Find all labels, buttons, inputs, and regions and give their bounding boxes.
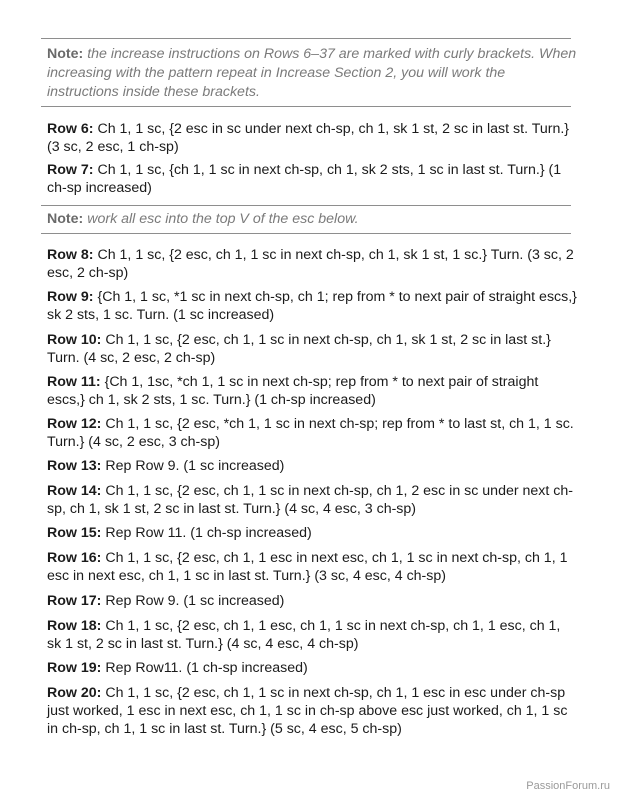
- row-11: [47, 373, 577, 409]
- row-text: Ch 1, 1 sc, {2 esc, *ch 1, 1 sc in next ch-sp; rep from * to last st, ch 1, 1 sc. Turn.} (4 sc, 2 esc, 3 ch-sp): [47, 416, 574, 450]
- note-text: the increase instructions on Rows 6–37 are marked with curly brackets. When increasing with the pattern repeat in Increase Section 2, you will work the instructions inside these brackets.: [47, 46, 577, 100]
- row-20: [47, 684, 577, 738]
- row-text: Ch 1, 1 sc, {2 esc in sc under next ch-sp, ch 1, sk 1 st, 2 sc in last st. Turn.} (3 sc, 2 esc, 1 ch-sp): [47, 121, 570, 155]
- row-label: Row 8:: [47, 247, 94, 263]
- row-label: Row 12:: [47, 416, 102, 432]
- row-label: Row 9:: [47, 289, 94, 305]
- row-10: [47, 331, 577, 367]
- row-label: Row 10:: [47, 332, 102, 348]
- row-8: [47, 246, 577, 282]
- row-16: [47, 549, 577, 585]
- note-rule-bottom: [41, 106, 571, 107]
- note-label: Note:: [47, 211, 84, 227]
- row-text: Ch 1, 1 sc, {2 esc, ch 1, 1 esc, ch 1, 1 sc in next ch-sp, ch 1, 1 esc, ch 1, sk 1 st, 2 sc in last st. Turn.} (4 sc, 4 esc, 4 ch-sp): [47, 618, 561, 652]
- row-text: Rep Row 9. (1 sc increased): [105, 458, 285, 474]
- note-label: Note:: [47, 46, 84, 62]
- row-text: Rep Row 11. (1 ch-sp increased): [105, 525, 312, 541]
- row-label: Row 11:: [47, 374, 101, 390]
- row-text: Ch 1, 1 sc, {2 esc, ch 1, 1 esc in next esc, ch 1, 1 sc in next ch-sp, ch 1, 1 esc in next esc, ch 1, 1 sc in last st. Turn.} (3 sc, 4 esc, 4 ch-sp): [47, 550, 568, 584]
- note2-rule-bottom: [41, 233, 571, 234]
- row-12: [47, 415, 577, 451]
- note-increase: [47, 45, 577, 102]
- row-label: Row 6:: [47, 121, 94, 137]
- watermark: PassionForum.ru: [526, 780, 610, 792]
- row-label: Row 14:: [47, 483, 102, 499]
- row-text: Rep Row 9. (1 sc increased): [105, 593, 285, 609]
- row-label: Row 13:: [47, 458, 102, 474]
- note2-rule-top: [41, 205, 571, 206]
- row-label: Row 16:: [47, 550, 102, 566]
- row-label: Row 20:: [47, 685, 102, 701]
- row-18: [47, 617, 577, 653]
- note-esc: [47, 210, 577, 229]
- row-9: [47, 288, 577, 324]
- row-6: [47, 120, 577, 156]
- row-text: Ch 1, 1 sc, {ch 1, 1 sc in next ch-sp, ch 1, sk 2 sts, 1 sc in last st. Turn.} (1 ch-sp increased): [47, 162, 562, 196]
- row-15: [47, 524, 577, 542]
- row-label: Row 18:: [47, 618, 102, 634]
- row-text: Ch 1, 1 sc, {2 esc, ch 1, 1 sc in next ch-sp, ch 1, 2 esc in sc under next ch-sp, ch 1, sk 1 st, 2 sc in last st. Turn.} (4 sc, 4 esc, 3 ch-sp): [47, 483, 573, 517]
- row-14: [47, 482, 577, 518]
- note-text: work all esc into the top V of the esc below.: [87, 211, 359, 227]
- row-7: [47, 161, 577, 197]
- row-text: Ch 1, 1 sc, {2 esc, ch 1, 1 sc in next ch-sp, ch 1, 1 esc in esc under ch-sp just worked, 1 esc in next esc, ch 1, 1 sc in ch-sp above esc just worked, ch 1, 1 sc in ch-sp, ch 1, 1 sc in last st. Turn.} (5 sc, 4 esc, 5 ch-sp): [47, 685, 568, 737]
- row-text: Ch 1, 1 sc, {2 esc, ch 1, 1 sc in next ch-sp, ch 1, sk 1 st, 2 sc in last st.} Turn. (4 sc, 2 esc, 2 ch-sp): [47, 332, 551, 366]
- row-text: {Ch 1, 1 sc, *1 sc in next ch-sp, ch 1; rep from * to next pair of straight escs,} sk 2 sts, 1 sc. Turn. (1 sc increased): [47, 289, 577, 323]
- row-13: [47, 457, 577, 475]
- row-text: Rep Row11. (1 ch-sp increased): [105, 660, 308, 676]
- row-text: Ch 1, 1 sc, {2 esc, ch 1, 1 sc in next ch-sp, ch 1, sk 1 st, 1 sc.} Turn. (3 sc, 2 esc, 2 ch-sp): [47, 247, 574, 281]
- row-label: Row 19:: [47, 660, 102, 676]
- row-text: {Ch 1, 1sc, *ch 1, 1 sc in next ch-sp; rep from * to next pair of straight escs,} ch 1, sk 2 sts, 1 sc. Turn.} (1 ch-sp increased): [47, 374, 539, 408]
- row-label: Row 7:: [47, 162, 94, 178]
- row-19: [47, 659, 577, 677]
- row-label: Row 15:: [47, 525, 102, 541]
- row-label: Row 17:: [47, 593, 102, 609]
- top-rule: [41, 38, 571, 39]
- row-17: [47, 592, 577, 610]
